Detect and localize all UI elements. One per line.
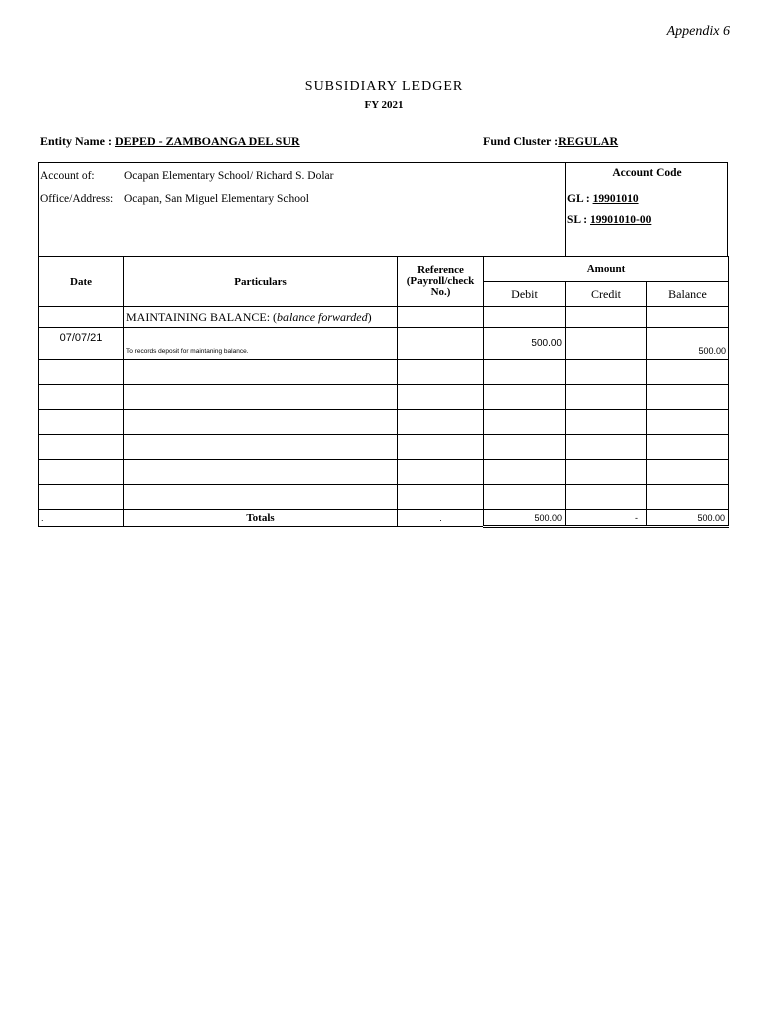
totals-date: . <box>39 510 124 527</box>
table-row <box>39 328 729 360</box>
table-cell <box>647 360 729 385</box>
fiscal-year: FY 2021 <box>364 99 404 111</box>
table-cell <box>39 460 124 485</box>
totals-debit: 500.00 <box>484 510 566 527</box>
entity-name <box>40 134 300 149</box>
table-cell <box>39 385 124 410</box>
table-cell <box>124 460 398 485</box>
fund-cluster <box>483 134 618 149</box>
table-cell <box>39 360 124 385</box>
forwarded-close: ) <box>367 309 372 324</box>
table-row <box>39 410 729 435</box>
sl-code <box>567 214 651 226</box>
office-address-label: Office/Address: <box>40 193 114 205</box>
table-cell <box>398 360 484 385</box>
table-cell <box>566 385 647 410</box>
table-cell <box>398 435 484 460</box>
gl-code <box>567 193 639 205</box>
table-cell <box>484 460 566 485</box>
forwarded-row <box>39 307 729 328</box>
table-cell <box>647 410 729 435</box>
table-cell <box>398 485 484 510</box>
totals-reference: . <box>398 510 484 527</box>
table-cell <box>484 307 566 328</box>
sl-value: 19901010-00 <box>590 214 652 226</box>
entity-name-label: Entity Name : <box>40 134 112 148</box>
table-cell <box>398 307 484 328</box>
table-cell <box>39 435 124 460</box>
office-address-value: Ocapan, San Miguel Elementary School <box>124 193 309 205</box>
table-cell <box>647 460 729 485</box>
table-cell <box>39 485 124 510</box>
totals-row <box>39 510 729 527</box>
entry-date: 07/07/21 <box>39 328 124 360</box>
table-cell <box>398 410 484 435</box>
gl-value: 19901010 <box>592 193 639 205</box>
table-cell <box>566 460 647 485</box>
table-cell <box>484 435 566 460</box>
account-of-label: Account of: <box>40 170 95 182</box>
table-cell <box>484 485 566 510</box>
header-amount: Amount <box>484 257 729 282</box>
table-row <box>39 485 729 510</box>
table-cell <box>398 460 484 485</box>
forwarded-label: MAINTAINING BALANCE: ( <box>126 309 278 324</box>
table-cell <box>566 360 647 385</box>
table-row <box>39 360 729 385</box>
table-row <box>39 435 729 460</box>
totals-credit: - <box>566 510 647 527</box>
ledger-title: SUBSIDIARY LEDGER <box>304 79 464 94</box>
table-cell <box>124 360 398 385</box>
header-particulars: Particulars <box>124 257 398 307</box>
table-cell <box>124 435 398 460</box>
table-cell <box>566 307 647 328</box>
table-cell <box>647 485 729 510</box>
table-cell <box>566 410 647 435</box>
entry-credit <box>566 328 647 360</box>
header-debit: Debit <box>484 282 566 307</box>
header-balance: Balance <box>647 282 729 307</box>
table-cell <box>647 435 729 460</box>
entry-particulars: To records deposit for maintaning balance. <box>124 328 398 360</box>
totals-balance: 500.00 <box>647 510 729 527</box>
forwarded-text <box>124 307 398 328</box>
fund-cluster-value: REGULAR <box>558 134 619 148</box>
table-cell <box>39 307 124 328</box>
gl-label: GL : <box>567 193 590 205</box>
table-cell <box>566 485 647 510</box>
table-cell <box>124 385 398 410</box>
account-code-title: Account Code <box>612 167 682 179</box>
appendix-label: Appendix 6 <box>666 24 730 39</box>
entry-debit: 500.00 <box>484 328 566 360</box>
table-cell <box>398 385 484 410</box>
table-cell <box>484 385 566 410</box>
header-reference: Reference (Payroll/check No.) <box>398 257 484 307</box>
table-cell <box>124 410 398 435</box>
forwarded-italic: balance forwarded <box>277 309 368 324</box>
sl-label: SL : <box>567 214 588 226</box>
entry-balance: 500.00 <box>647 328 729 360</box>
table-row <box>39 460 729 485</box>
table-cell <box>647 385 729 410</box>
entity-name-value: DEPED - ZAMBOANGA DEL SUR <box>115 134 300 148</box>
header-credit: Credit <box>566 282 647 307</box>
table-cell <box>647 307 729 328</box>
table-cell <box>124 485 398 510</box>
table-cell <box>484 360 566 385</box>
ledger-table <box>38 256 729 528</box>
table-cell <box>484 410 566 435</box>
entry-reference <box>398 328 484 360</box>
account-of-value: Ocapan Elementary School/ Richard S. Dolar <box>124 170 334 182</box>
totals-label: Totals <box>124 510 398 527</box>
fund-cluster-label: Fund Cluster : <box>483 134 559 148</box>
table-cell <box>39 410 124 435</box>
header-date: Date <box>39 257 124 307</box>
table-cell <box>566 435 647 460</box>
table-row <box>39 385 729 410</box>
